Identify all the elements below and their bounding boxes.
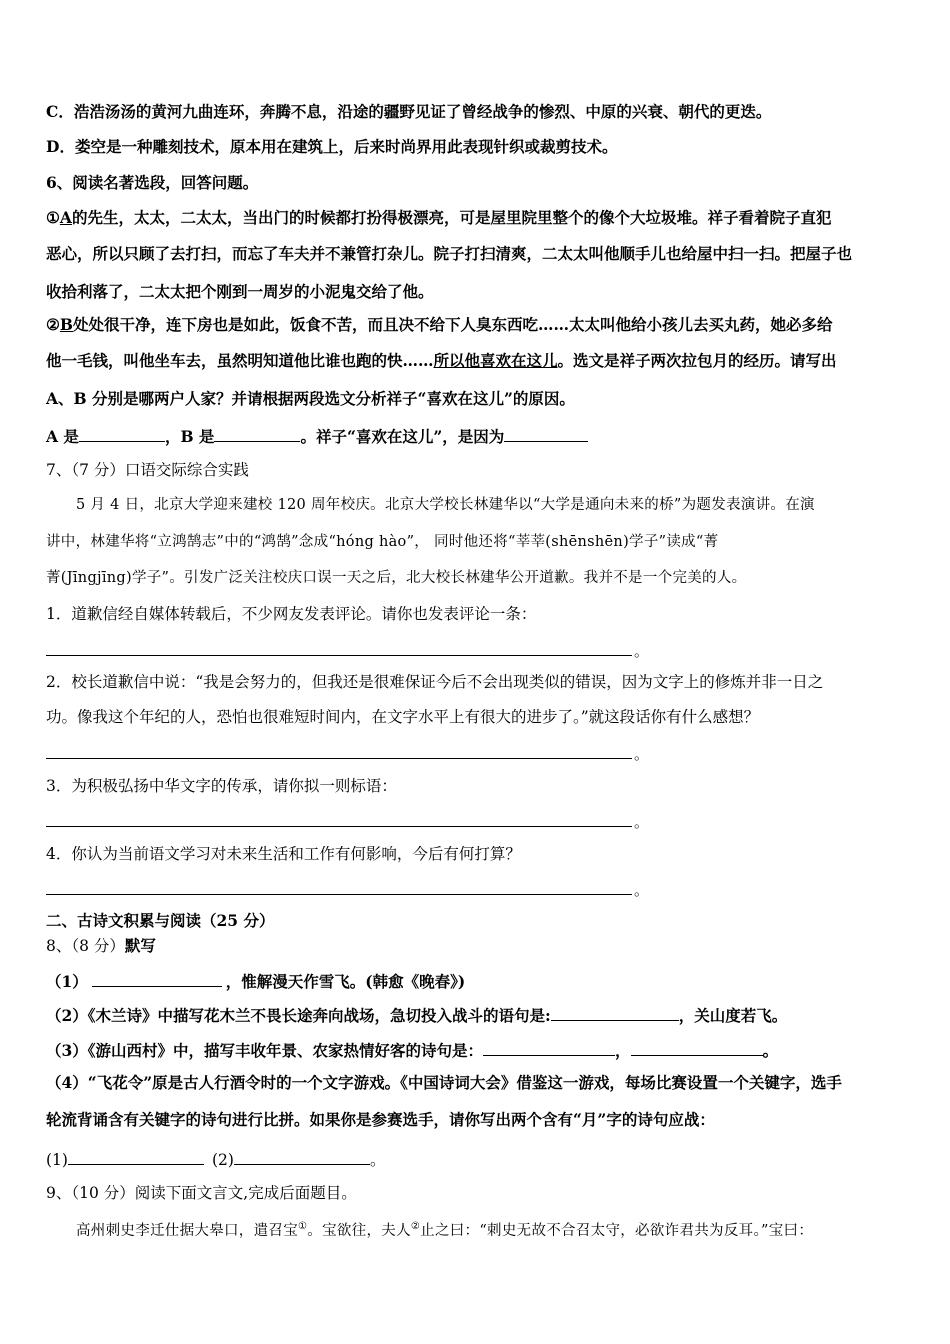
q8-item3-period: 。	[762, 1041, 779, 1060]
q6-para2-line2	[46, 351, 910, 371]
q8-item2-text: （2）《木兰诗》中描写花木兰不畏长途奔向战场，急切投入战斗的语句是:	[46, 1006, 551, 1025]
q8-item1-blank[interactable]	[92, 970, 222, 987]
section-2-title: 二、古诗文积累与阅读（25 分）	[46, 911, 275, 930]
q8-item5-blank1[interactable]	[68, 1148, 204, 1165]
q9-stem: 9、（10 分）阅读下面文言文,完成后面题目。	[46, 1184, 357, 1202]
q6-para2-text2b: 。选文是祥子两次拉包月的经历。请写出	[557, 351, 837, 370]
q7-sub3: 3．为积极弘扬中华文字的传承，请你拟一则标语：	[46, 777, 397, 795]
circled-one: ①	[46, 208, 60, 227]
q8-item1	[46, 970, 910, 992]
q7-sub1-answer-line[interactable]	[46, 655, 632, 656]
q8-item1-text: ，惟解漫天作雪飞。(韩愈《晚春》)	[225, 972, 466, 991]
q7-sub1: 1．道歉信经自媒体转载后，不少网友发表评论。请你也发表评论一条：	[46, 605, 537, 623]
q8-item5	[46, 1148, 910, 1170]
q6-para2-line1	[46, 315, 910, 335]
q7-sub4: 4．你认为当前语文学习对未来生活和工作有何影响，今后有何打算？	[46, 845, 521, 863]
note-2: ②	[410, 1221, 421, 1232]
q6-para1-line1	[46, 208, 910, 228]
q6-para1-line3: 收拾利落了，二太太把个刚到一周岁的小泥鬼交给了他。	[46, 282, 434, 301]
q6-para1-text1: 的先生，太太，二太太，当出门的时候都打扮得极漂亮，可是屋里院里整个的像个大垃圾堆。祥子看着院子直犯	[71, 208, 832, 227]
q7-sub4-answer-line[interactable]	[46, 894, 632, 895]
q8-score: 8、（8 分）	[46, 937, 125, 955]
q6-para1-line2: 恶心，所以只顾了去打扫，而忘了车夫并不兼管打杂儿。院子打扫清爽，二太太叫他顺手儿也给屋中扫一扫。把屋子也	[46, 244, 853, 263]
option-c: C．浩浩汤汤的黄河九曲连环，奔腾不息，沿途的疆野见证了曾经战争的惨烈、中原的兴衰、朝代的更迭。	[46, 102, 772, 121]
q6-para2-line3: A、B 分别是哪两户人家？并请根据两段选文分析祥子“喜欢在这儿”的原因。	[46, 389, 575, 408]
q8-item4-line1: （4）“飞花令”原是古人行酒令时的一个文字游戏。《中国诗词大会》借鉴这一游戏，每场比赛设置一个关键字，选手	[46, 1073, 842, 1092]
underlined-phrase: 所以他喜欢在这儿	[433, 351, 558, 370]
q8-title: 默写	[124, 936, 156, 955]
q7-para-line2: 讲中，林建华将“立鸿鹄志”中的“鸿鹄”念成“hóng hào”， 同时他还将“莘莘(shēnshēn)学子”读成“菁	[46, 534, 719, 550]
answer-reason-label: 。祥子“喜欢在这儿”，是因为	[300, 427, 505, 446]
q7-sub4-period: 。	[634, 881, 650, 899]
q7-sub2-line1: 2．校长道歉信中说：“我是会努力的，但我还是很难保证今后不会出现类似的错误，因为文字上的修炼并非一日之	[46, 673, 824, 691]
q7-sub1-period: 。	[634, 642, 650, 660]
q7-stem: 7、（7 分）口语交际综合实践	[46, 461, 249, 479]
note-1: ①	[298, 1221, 308, 1232]
q8-item2-tail: ，关山度若飞。	[678, 1006, 788, 1025]
q8-item3-blank2[interactable]	[631, 1039, 763, 1056]
label-a: A	[59, 208, 72, 227]
q9-text-b: 。宝欲往，夫人	[307, 1222, 411, 1239]
answer-b-label: ，B 是	[164, 427, 215, 446]
answer-b-blank[interactable]	[214, 425, 300, 442]
q7-sub2-line2: 功。像我这个年纪的人，恐怕也很难短时间内，在文字水平上有很大的进步了。”就这段话你有什么感想？	[46, 708, 760, 726]
q9-text-line1	[76, 1217, 910, 1241]
answer-reason-blank[interactable]	[504, 425, 588, 442]
q8-item2	[46, 1004, 910, 1026]
q7-para-line1: 5 月 4 日，北京大学迎来建校 120 周年校庆。北京大学校长林建华以“大学是通向未来的桥”为题发表演讲。在演	[76, 497, 815, 513]
q8-stem	[46, 936, 910, 956]
answer-a-blank[interactable]	[79, 425, 165, 442]
q7-sub3-period: 。	[634, 813, 650, 831]
q6-para2-text1: 处处很干净，连下房也是如此，饭食不苦，而且决不给下人臭东西吃……太太叫他给小孩儿去买丸药，她必多给	[73, 315, 833, 334]
q7-sub2-answer-line[interactable]	[46, 758, 632, 759]
q6-answer-line	[46, 425, 910, 447]
option-d: D．娄空是一种雕刻技术，原本用在建筑上，后来时尚界用此表现针织或裁剪技术。	[46, 137, 618, 156]
q7-sub2-period: 。	[634, 745, 650, 763]
q6-para2-text2a: 他一毛钱，叫他坐车去，虽然明知道他比谁也跑的快……	[46, 351, 434, 370]
q8-item5-num1: (1)	[46, 1151, 68, 1169]
q7-sub3-answer-line[interactable]	[46, 826, 632, 827]
q6-stem: 6、阅读名著选段，回答问题。	[46, 173, 259, 192]
q8-item5-num2: (2)	[211, 1151, 234, 1169]
q8-item5-period: 。	[369, 1151, 386, 1169]
answer-a-label: A 是	[46, 427, 79, 446]
q8-item4-line2: 轮流背诵含有关键字的诗句进行比拼。如果你是参赛选手，请你写出两个含有“月”字的诗句应战：	[46, 1110, 715, 1129]
q9-text-c: 止之曰：“刺史无故不合召太守，必欲诈君共为反耳。”宝曰：	[420, 1222, 814, 1239]
q8-item3-blank1[interactable]	[483, 1039, 615, 1056]
q8-item1-num: （1）	[46, 972, 88, 991]
q8-item2-blank[interactable]	[551, 1004, 679, 1021]
circled-two: ②	[46, 315, 60, 334]
q8-item5-blank2[interactable]	[234, 1148, 370, 1165]
q8-item3-comma: ，	[615, 1041, 631, 1060]
label-b: B	[59, 315, 74, 334]
q8-item3-text: （3）《游山西村》中，描写丰收年景、农家热情好客的诗句是：	[46, 1041, 484, 1060]
q7-para-line3: 菁(Jīngjīng)学子”。引发广泛关注校庆口误一天之后，北大校长林建华公开道歉。我并不是一个完美的人。	[46, 570, 747, 586]
q9-text-a: 高州刺史李迁仕据大皋口，遣召宝	[76, 1222, 298, 1239]
q8-item3	[46, 1039, 910, 1061]
